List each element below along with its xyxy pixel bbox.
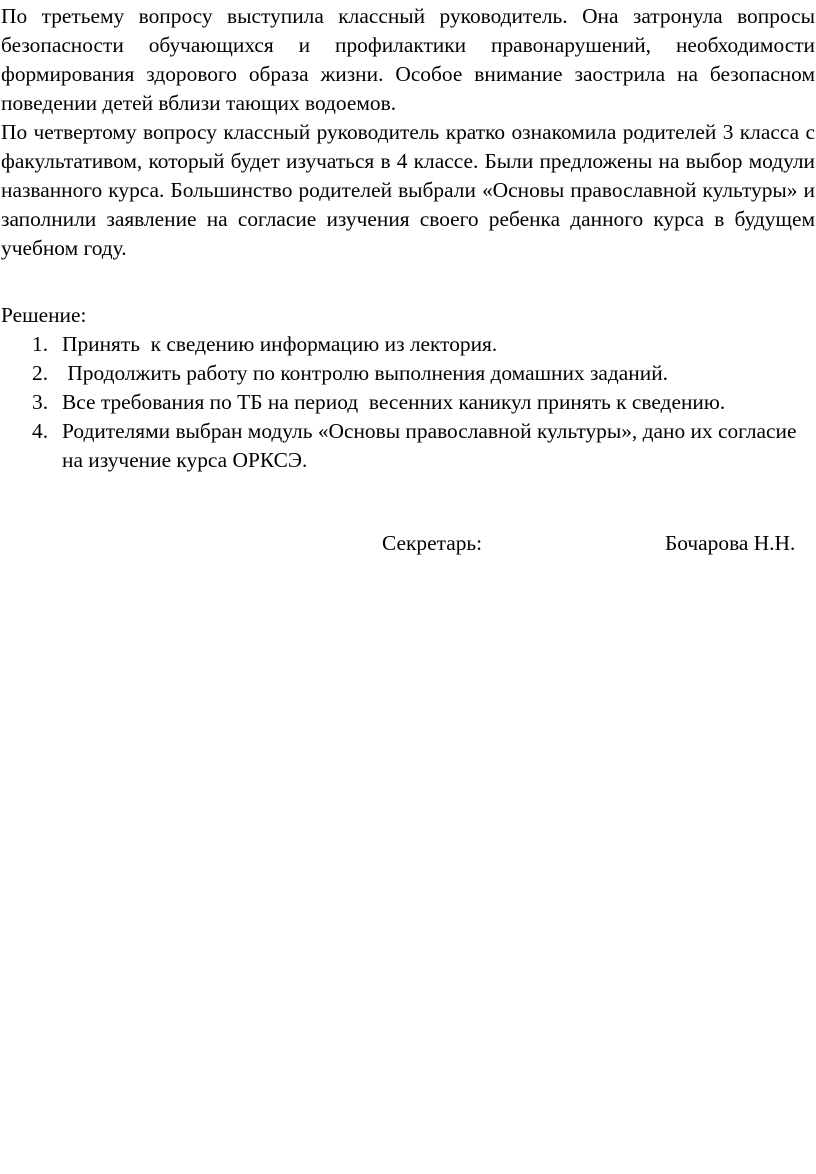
decision-item xyxy=(0,359,816,388)
decision-item-number: 4. xyxy=(32,419,49,443)
signature-name: Бочарова Н.Н. xyxy=(665,531,796,555)
decision-item-number: 2. xyxy=(32,361,49,385)
decision-item-text: Родителями выбран модуль «Основы православной культуры», дано их согласие на изучение курса ОРКСЭ. xyxy=(62,419,802,472)
decision-item-text: Принять к сведению информацию из лектория. xyxy=(62,332,498,356)
decision-list xyxy=(0,330,816,475)
decision-item-number: 1. xyxy=(32,332,49,356)
paragraph-fourth-question: По четвертому вопросу классный руководитель кратко ознакомила родителей 3 класса с факультативом, который будет изучаться в 4 классе. Были предложены на выбор модули названного курса. Большинство родителей выбрали «Основы православной культуры» и заполнили заявление на согласие изучения своего ребенка данного курса в будущем учебном году. xyxy=(1,120,815,260)
decision-item-text: Все требования по ТБ на период весенних каникул принять к сведению. xyxy=(62,390,726,414)
decision-heading: Решение: xyxy=(1,303,87,327)
paragraph-third-question: По третьему вопросу выступила классный руководитель. Она затронула вопросы безопасности обучающихся и профилактики правонарушений, необходимости формирования здорового образа жизни. Особое внимание заострила на безопасном поведении детей вблизи тающих водоемов. xyxy=(1,4,815,115)
decision-item xyxy=(0,388,816,417)
decision-item xyxy=(0,330,816,359)
signature-role: Секретарь: xyxy=(382,531,483,555)
decision-item-text: Продолжить работу по контролю выполнения домашних заданий. xyxy=(62,361,668,385)
decision-item-number: 3. xyxy=(32,390,49,414)
decision-item xyxy=(0,417,816,475)
